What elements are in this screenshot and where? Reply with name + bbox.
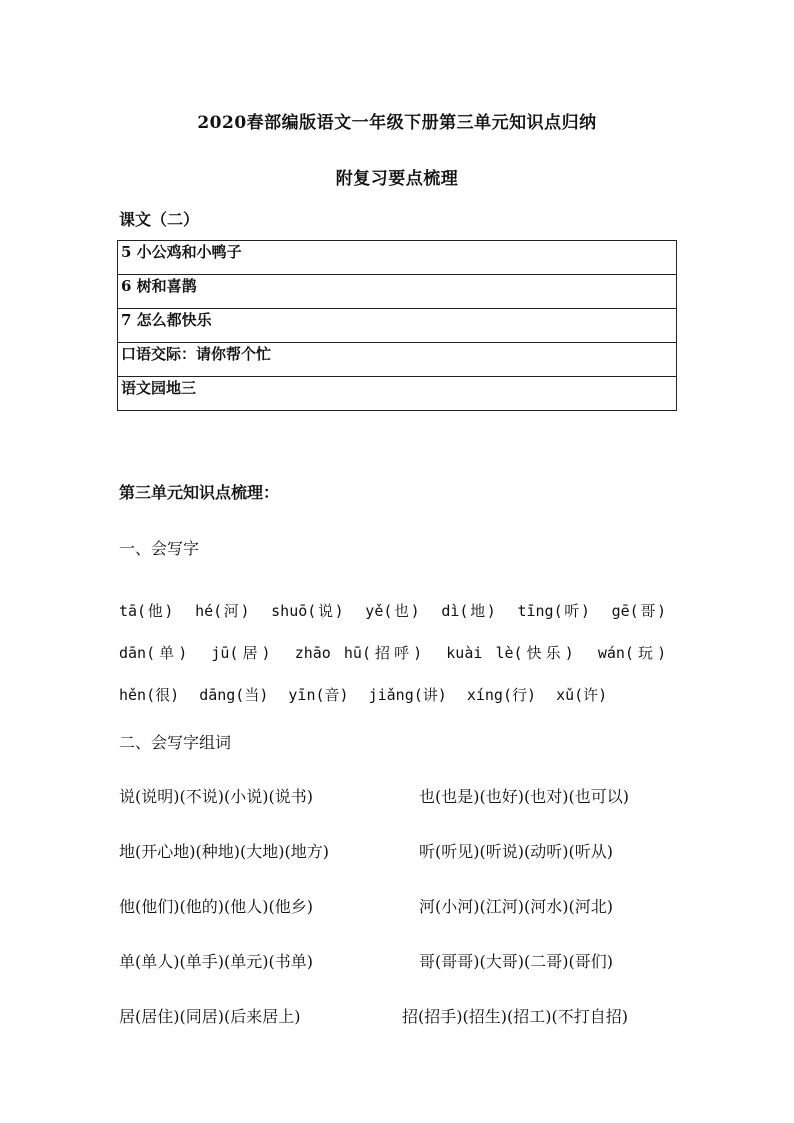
- pinyin-item: jiǎng(讲): [368, 686, 447, 704]
- pinyin-item: yě(也): [365, 602, 420, 620]
- word-group-left: 地(开心地)(种地)(大地)(地方): [119, 842, 329, 861]
- pinyin-item: gē(哥): [611, 602, 666, 620]
- pinyin-item: hé(河): [195, 602, 250, 620]
- toc-label: 课文（二）: [119, 210, 200, 229]
- table-row: [118, 241, 677, 275]
- lesson-table: [117, 240, 677, 411]
- word-group-right: 哥(哥哥)(大哥)(二哥)(哥们): [419, 952, 613, 971]
- table-row: [118, 343, 677, 377]
- pinyin-item: shuō(说): [271, 602, 344, 620]
- summary-title: 第三单元知识点梳理：: [119, 483, 280, 502]
- table-row: [118, 309, 677, 343]
- pinyin-item: jū(居): [211, 644, 271, 662]
- word-group-left: 居(居住)(同居)(后来居上): [119, 1007, 301, 1026]
- table-cell: 5 小公鸡和小鸭子: [118, 241, 677, 275]
- word-group-right: 也(也是)(也好)(也对)(也可以): [419, 787, 629, 806]
- word-group-left: 他(他们)(他的)(他人)(他乡): [119, 897, 313, 916]
- pinyin-item: xǔ(许): [556, 686, 608, 704]
- table-cell: 6 树和喜鹊: [118, 275, 677, 309]
- table-cell: 语文园地三: [118, 377, 677, 411]
- table-row: [118, 377, 677, 411]
- pinyin-item: kuài lè(快乐): [446, 644, 574, 662]
- section-heading-words: 二、会写字组词: [119, 733, 232, 752]
- table-row: [118, 275, 677, 309]
- table-cell: 7 怎么都快乐: [118, 309, 677, 343]
- document-subtitle: 附复习要点梳理: [335, 169, 459, 189]
- pinyin-item: dān(单): [119, 644, 188, 662]
- pinyin-item: zhāo hū(招呼): [294, 644, 423, 662]
- word-group-left: 说(说明)(不说)(小说)(说书): [119, 787, 313, 806]
- pinyin-item: hěn(很): [119, 686, 180, 704]
- table-cell: 口语交际：请你帮个忙: [118, 343, 677, 377]
- pinyin-list: [119, 590, 677, 716]
- pinyin-item: dāng(当): [199, 686, 269, 704]
- pinyin-item: xíng(行): [466, 686, 537, 704]
- word-group-right: 听(听见)(听说)(动听)(听从): [419, 842, 613, 861]
- pinyin-item: wán(玩): [597, 644, 667, 662]
- document-title: 2020春部编版语文一年级下册第三单元知识点归纳: [197, 113, 597, 133]
- pinyin-item: tīng(听): [517, 602, 590, 620]
- word-group-left: 单(单人)(单手)(单元)(书单): [119, 952, 313, 971]
- section-heading-writing: 一、会写字: [119, 539, 200, 558]
- word-group-right: 招(招手)(招生)(招工)(不打自招): [402, 1007, 628, 1026]
- pinyin-item: tā(他): [119, 602, 174, 620]
- word-group-right: 河(小河)(江河)(河水)(河北): [419, 897, 613, 916]
- pinyin-item: yīn(音): [288, 686, 349, 704]
- pinyin-item: dì(地): [441, 602, 496, 620]
